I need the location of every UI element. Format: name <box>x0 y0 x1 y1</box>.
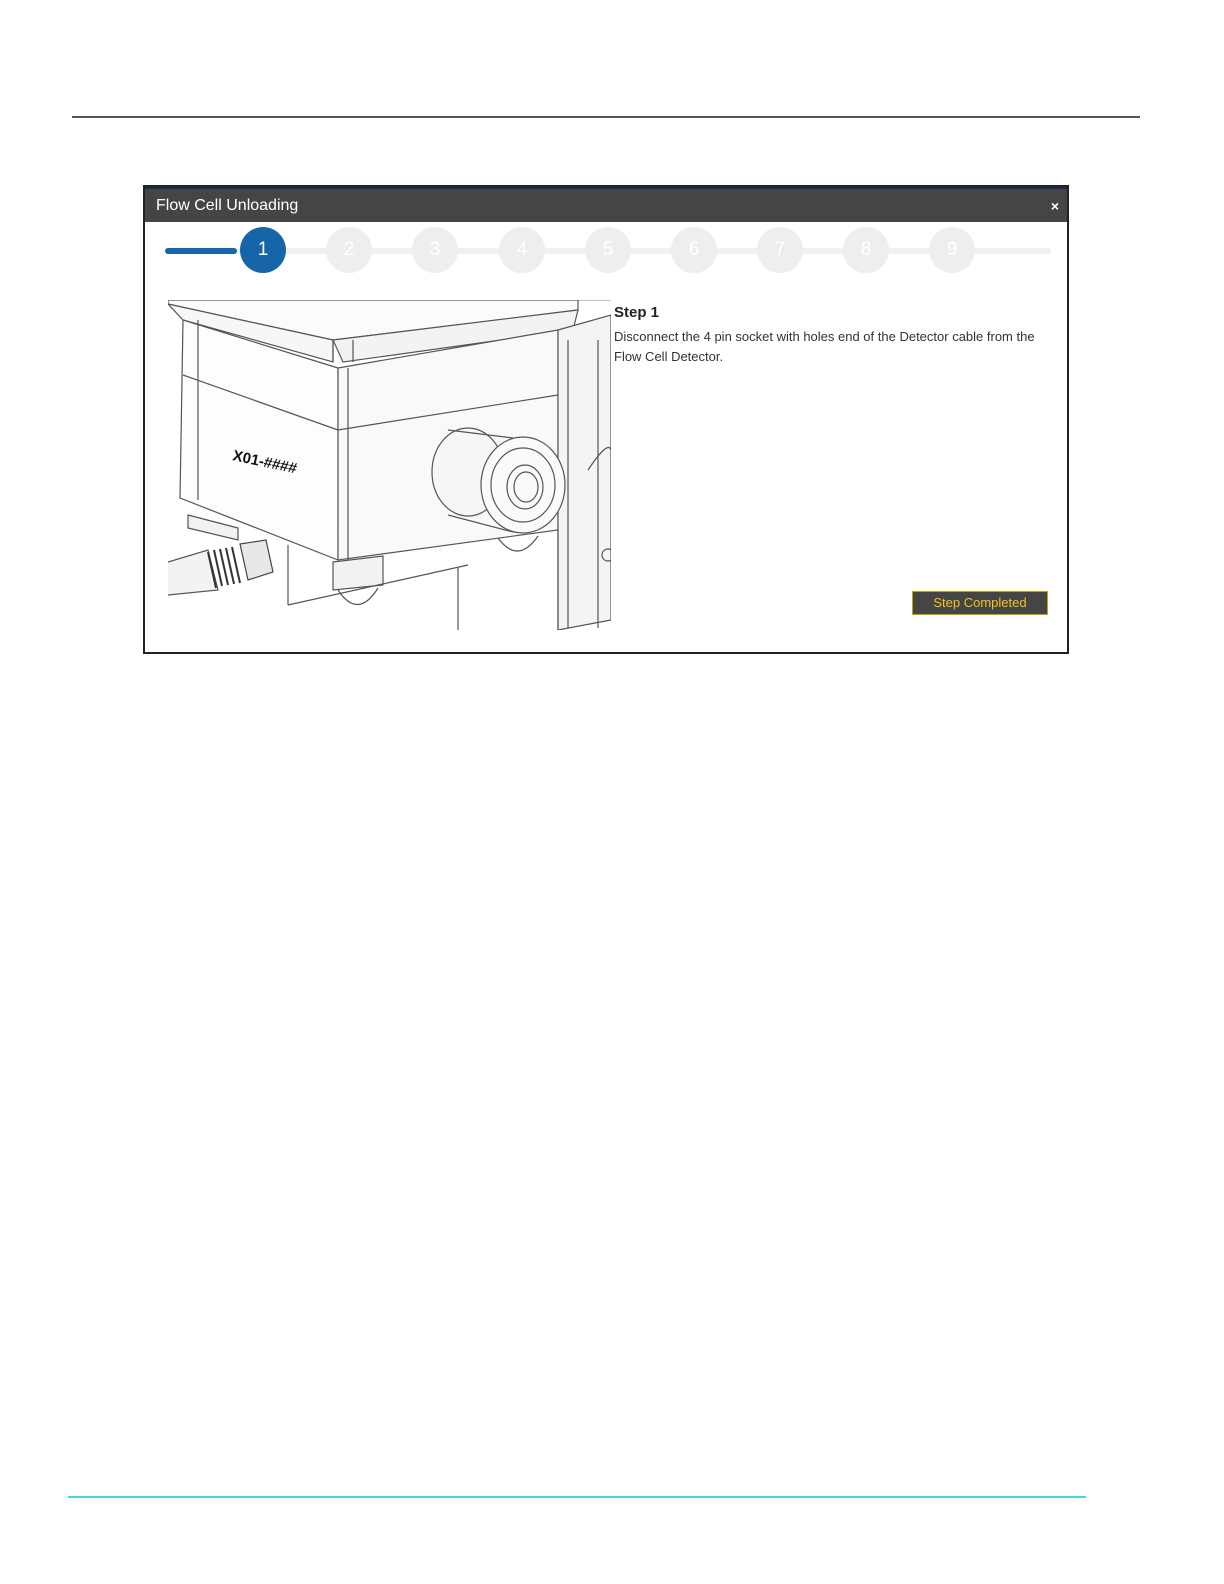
flow-cell-detector-illustration <box>168 300 611 630</box>
step-4[interactable]: 4 <box>499 227 545 273</box>
step-6[interactable]: 6 <box>671 227 717 273</box>
step-7[interactable]: 7 <box>757 227 803 273</box>
step-9[interactable]: 9 <box>929 227 975 273</box>
step-info <box>614 304 1054 367</box>
step-heading: Step 1 <box>614 304 660 321</box>
step-1[interactable]: 1 <box>240 227 286 273</box>
step-8[interactable]: 8 <box>843 227 889 273</box>
dialog-title: Flow Cell Unloading <box>156 197 299 214</box>
step-3[interactable]: 3 <box>412 227 458 273</box>
step-progress <box>165 227 1051 279</box>
device-label: X01-#### <box>231 447 299 478</box>
step-5[interactable]: 5 <box>585 227 631 273</box>
dialog-header <box>145 187 1067 222</box>
step-2[interactable]: 2 <box>326 227 372 273</box>
flow-cell-unloading-dialog <box>143 185 1069 654</box>
bottom-divider <box>68 1496 1086 1498</box>
top-divider <box>72 116 1140 118</box>
step-description: Disconnect the 4 pin socket with holes end of the Detector cable from the Flow Cell Detector. <box>614 329 1035 364</box>
step-track-progress <box>165 248 237 254</box>
step-completed-button[interactable]: Step Completed <box>912 591 1048 615</box>
close-icon[interactable]: × <box>1050 198 1059 214</box>
